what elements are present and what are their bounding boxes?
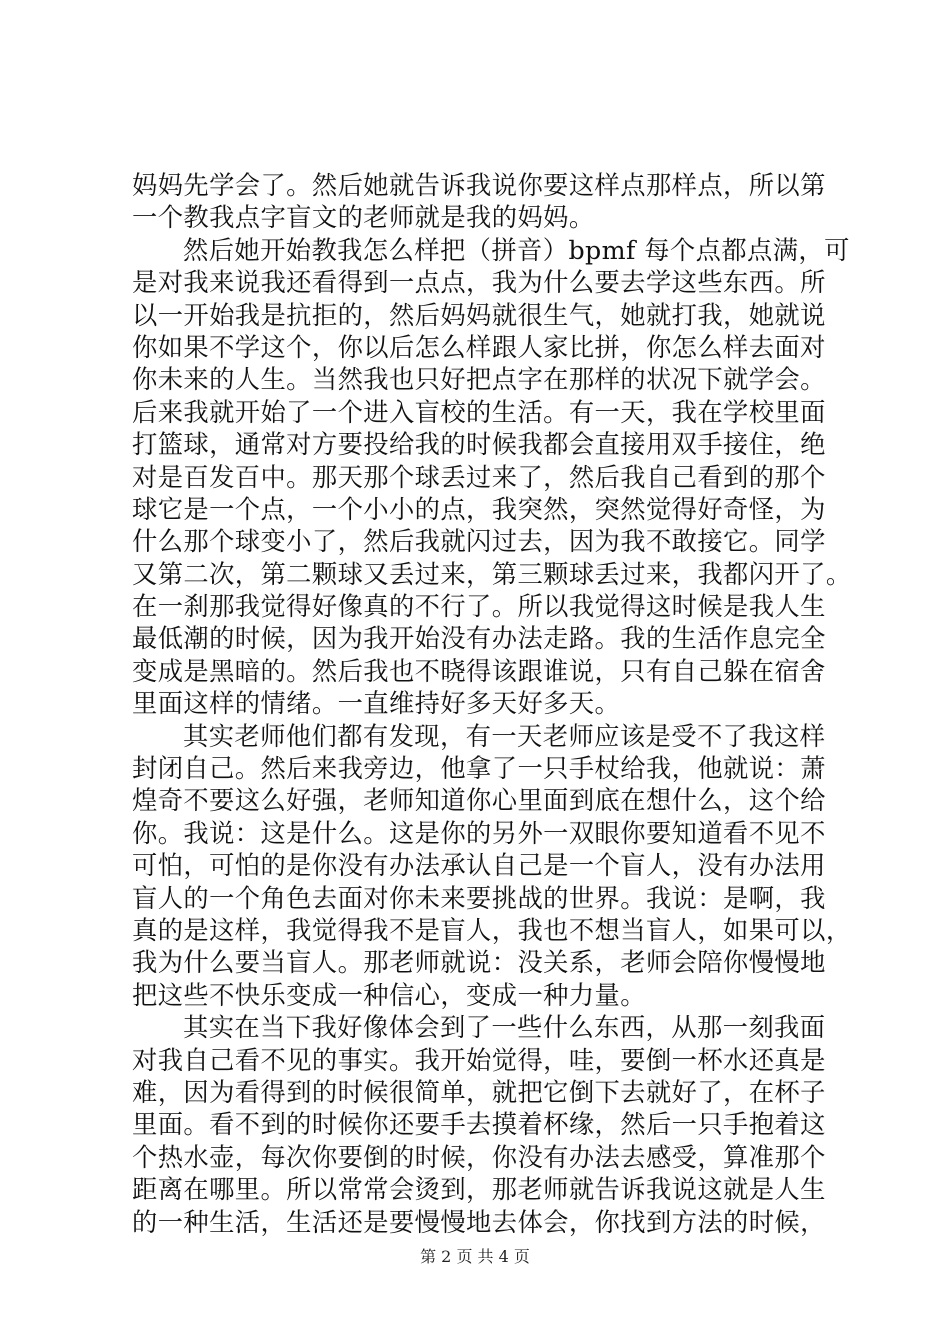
text-line: 你。我说：这是什么。这是你的另外一双眼你要知道看不见不	[132, 818, 826, 848]
text-line: 又第二次，第二颗球又丢过来，第三颗球丢过来，我都闪开了。	[132, 559, 852, 589]
text-line: 对是百发百中。那天那个球丢过来了，然后我自己看到的那个	[132, 462, 826, 492]
text-line: 打篮球，通常对方要投给我的时候我都会直接用双手接住，绝	[132, 430, 826, 460]
text-line: 你未来的人生。当然我也只好把点字在那样的状况下就学会。	[132, 365, 826, 395]
text-line: 煌奇不要这么好强，老师知道你心里面到底在想什么，这个给	[132, 786, 826, 816]
text-line: 什么那个球变小了，然后我就闪过去，因为我不敢接它。同学	[132, 527, 826, 557]
text-line: 里面。看不到的时候你还要手去摸着杯缘，然后一只手抱着这	[132, 1110, 826, 1140]
text-line: 难，因为看得到的时候很简单，就把它倒下去就好了，在杯子	[132, 1077, 826, 1107]
document-body	[132, 170, 852, 1239]
text-line: 把这些不快乐变成一种信心，变成一种力量。	[132, 980, 646, 1010]
text-line: 我为什么要当盲人。那老师就说：没关系，老师会陪你慢慢地	[132, 948, 826, 978]
text-line: 最低潮的时候，因为我开始没有办法走路。我的生活作息完全	[132, 624, 826, 654]
text-line: 变成是黑暗的。然后我也不晓得该跟谁说，只有自己躲在宿舍	[132, 656, 826, 686]
text-line: 在一刹那我觉得好像真的不行了。所以我觉得这时候是我人生	[132, 592, 826, 622]
text-line: 后来我就开始了一个进入盲校的生活。有一天，我在学校里面	[132, 397, 826, 427]
text-line: 你如果不学这个，你以后怎么样跟人家比拼，你怎么样去面对	[132, 332, 826, 362]
page-footer: 第 2 页 共 4 页	[420, 1247, 530, 1266]
paragraph-first-line: 然后她开始教我怎么样把（拼音）bpmf 每个点都点满，可	[183, 235, 850, 265]
text-line: 球它是一个点，一个小小的点，我突然，突然觉得好奇怪，为	[132, 494, 826, 524]
text-line: 以一开始我是抗拒的，然后妈妈就很生气，她就打我，她就说	[132, 300, 826, 330]
paragraph-first-line: 其实老师他们都有发现，有一天老师应该是受不了我这样	[183, 721, 826, 751]
text-line: 距离在哪里。所以常常会烫到，那老师就告诉我说这就是人生	[132, 1175, 826, 1205]
text-line: 是对我来说我还看得到一点点，我为什么要去学这些东西。所	[132, 268, 826, 298]
paragraph-first-line: 其实在当下我好像体会到了一些什么东西，从那一刻我面	[183, 1013, 826, 1043]
text-line: 可怕，可怕的是你没有办法承认自己是一个盲人，没有办法用	[132, 851, 826, 881]
text-line: 盲人的一个角色去面对你未来要挑战的世界。我说：是啊，我	[132, 883, 826, 913]
text-line: 真的是这样，我觉得我不是盲人，我也不想当盲人，如果可以，	[132, 915, 852, 945]
text-line: 封闭自己。然后来我旁边，他拿了一只手杖给我，他就说：萧	[132, 754, 826, 784]
text-line: 个热水壶，每次你要倒的时候，你没有办法去感受，算准那个	[132, 1142, 826, 1172]
text-line: 的一种生活，生活还是要慢慢地去体会，你找到方法的时候，	[132, 1207, 826, 1237]
text-line: 一个教我点字盲文的老师就是我的妈妈。	[132, 203, 595, 233]
text-line: 对我自己看不见的事实。我开始觉得，哇，要倒一杯水还真是	[132, 1045, 826, 1075]
text-line: 里面这样的情绪。一直维持好多天好多天。	[132, 689, 621, 719]
text-line: 妈妈先学会了。然后她就告诉我说你要这样点那样点，所以第	[132, 171, 826, 200]
